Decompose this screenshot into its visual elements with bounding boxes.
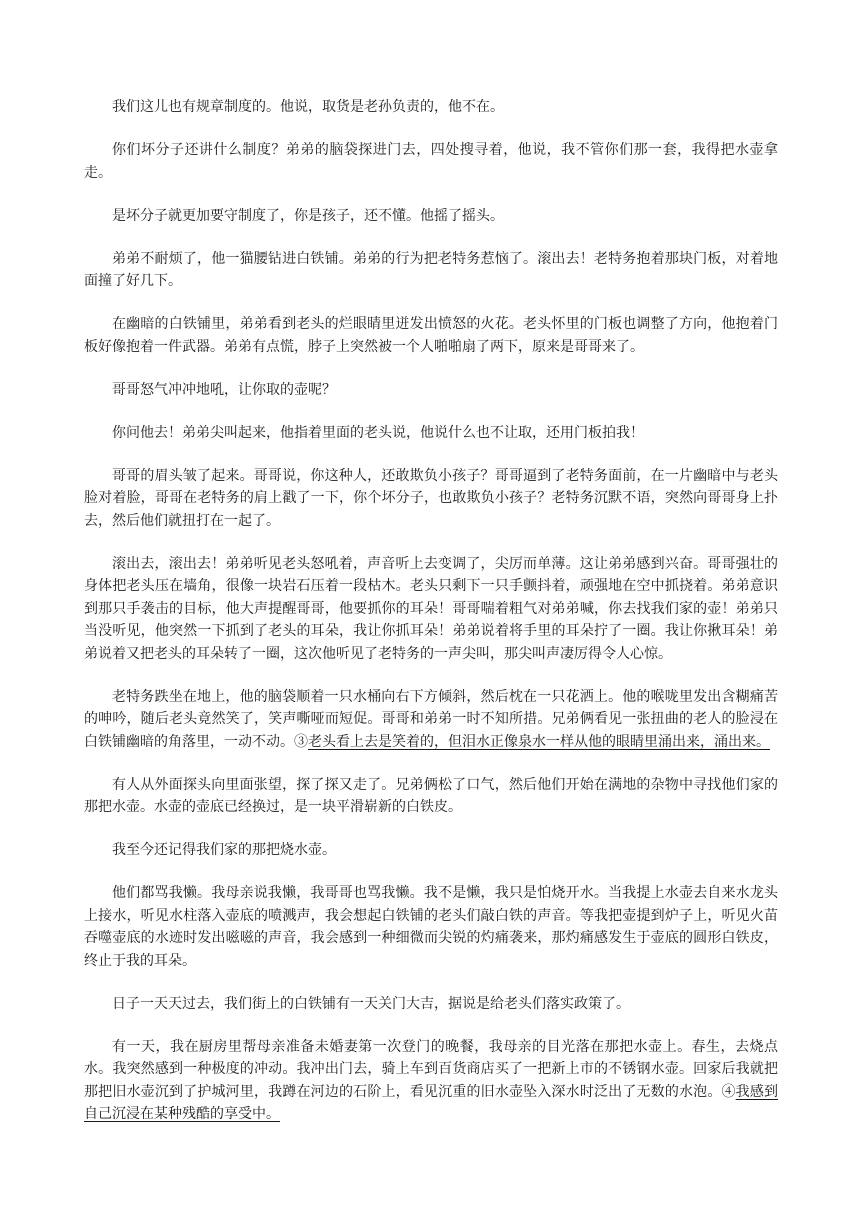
paragraph-text: 是坏分子就更加要守制度了，你是孩子，还不懂。他摇了摇头。 [112,207,504,224]
paragraph-15 [84,1036,778,1126]
paragraph-text: 老特务跌坐在地上，他的脑袋顺着一只水桶向右下方倾斜，然后枕在一只花洒上。他的喉咙里发出含糊痛苦的呻吟，随后老头竟然笑了，笑声嘶哑而短促。哥哥和弟弟一时不知所措。兄弟俩看见一张扭曲的老人的脸浸在白铁铺幽暗的角落里，一动不动。③ [84,688,778,750]
paragraph-text: 日子一天天过去，我们街上的白铁铺有一天关门大吉，据说是给老头们落实政策了。 [112,995,630,1012]
paragraph-4 [84,248,778,293]
paragraph-text: 有人从外面探头向里面张望，探了探又走了。兄弟俩松了口气，然后他们开始在满地的杂物中寻找他们家的那把水壶。水壶的壶底已经换过，是一块平滑崭新的白铁皮。 [84,776,778,815]
paragraph-text: 我至今还记得我们家的那把烧水壶。 [112,842,336,858]
paragraph-12 [84,839,778,862]
paragraph-text: 弟弟不耐烦了，他一猫腰钻进白铁铺。弟弟的行为把老特务惹恼了。滚出去！老特务抱着那块门板，对着地面撞了好几下。 [84,250,778,289]
paragraph-11 [84,774,778,819]
paragraph-10 [84,686,778,754]
paragraph-14 [84,993,778,1016]
paragraph-text: 他们都骂我懒。我母亲说我懒，我哥哥也骂我懒。我不是懒，我只是怕烧开水。当我提上水壶去自来水龙头上接水，听见水柱落入壶底的喷溅声，我会想起白铁铺的老头们敲白铁的声音。等我把壶提到炉子上，听见火苗吞噬壶底的水迹时发出嗞嗞的声音，我会感到一种细微而尖锐的灼痛袭来，那灼痛感发生于壶底的圆形白铁皮，终止于我的耳朵。 [84,885,778,969]
paragraph-13 [84,882,778,972]
underlined-sentence-4: 我感到自己沉浸在某种残酷的享受中。 [84,1083,779,1122]
paragraph-text: 哥哥的眉头皱了起来。哥哥说，你这种人，还敢欺负小孩子？哥哥逼到了老特务面前，在一片幽暗中与老头脸对着脸，哥哥在老特务的肩上戳了一下，你个坏分子，也敢欺负小孩子？老特务沉默不语，突然向哥哥身上扑去，然后他们就扭打在一起了。 [84,467,778,529]
paragraph-7 [84,422,778,445]
paragraph-3 [84,205,778,228]
document-page [84,96,778,1146]
paragraph-2 [84,139,778,184]
paragraph-9 [84,553,778,666]
paragraph-1 [84,96,778,119]
paragraph-text: 在幽暗的白铁铺里，弟弟看到老头的烂眼睛里迸发出愤怒的火花。老头怀里的门板也调整了方向，他抱着门板好像抱着一件武器。弟弟有点慌，脖子上突然被一个人啪啪扇了两下，原来是哥哥来了。 [84,316,778,355]
paragraph-8 [84,465,778,533]
paragraph-6 [84,379,778,402]
paragraph-5 [84,313,778,358]
paragraph-text: 哥哥怒气冲冲地吼，让你取的壶呢？ [112,381,336,398]
paragraph-text: 我们这儿也有规章制度的。他说，取货是老孙负责的，他不在。 [112,99,504,115]
paragraph-text: 滚出去，滚出去！弟弟听见老头怒吼着，声音听上去变调了，尖厉而单薄。这让弟弟感到兴奋。哥哥强壮的身体把老头压在墙角，很像一块岩石压着一段枯木。老头只剩下一只手颤抖着，顽强地在空中抓挠着。弟弟意识到那只手袭击的目标，他大声提醒哥哥，他要抓你的耳朵！哥哥喘着粗气对弟弟喊，你去找我们家的壶！弟弟只当没听见，他突然一下抓到了老头的耳朵，我让你抓耳朵！弟弟说着将手里的耳朵拧了一圈。我让你揪耳朵！弟弟说着又把老头的耳朵转了一圈，这次他听见了老特务的一声尖叫，那尖叫声凄厉得令人心惊。 [84,555,778,662]
underlined-sentence-3: 老头看上去是笑着的，但泪水正像泉水一样从他的眼睛里涌出来，涌出来。 [308,733,770,750]
paragraph-text: 你们坏分子还讲什么制度？弟弟的脑袋探进门去，四处搜寻着，他说，我不管你们那一套，我得把水壶拿走。 [84,142,778,181]
paragraph-text: 你问他去！弟弟尖叫起来，他指着里面的老头说，他说什么也不让取，还用门板拍我！ [112,424,644,441]
paragraph-text: 有一天，我在厨房里帮母亲准备未婚妻第一次登门的晚餐，我母亲的目光落在那把水壶上。春生，去烧点水。我突然感到一种极度的冲动。我冲出门去，骑上车到百货商店买了一把新上市的不锈钢水壶。回家后我就把那把旧水壶沉到了护城河里，我蹲在河边的石阶上，看见沉重的旧水壶坠入深水时泛出了无数的水泡。④ [84,1038,778,1100]
